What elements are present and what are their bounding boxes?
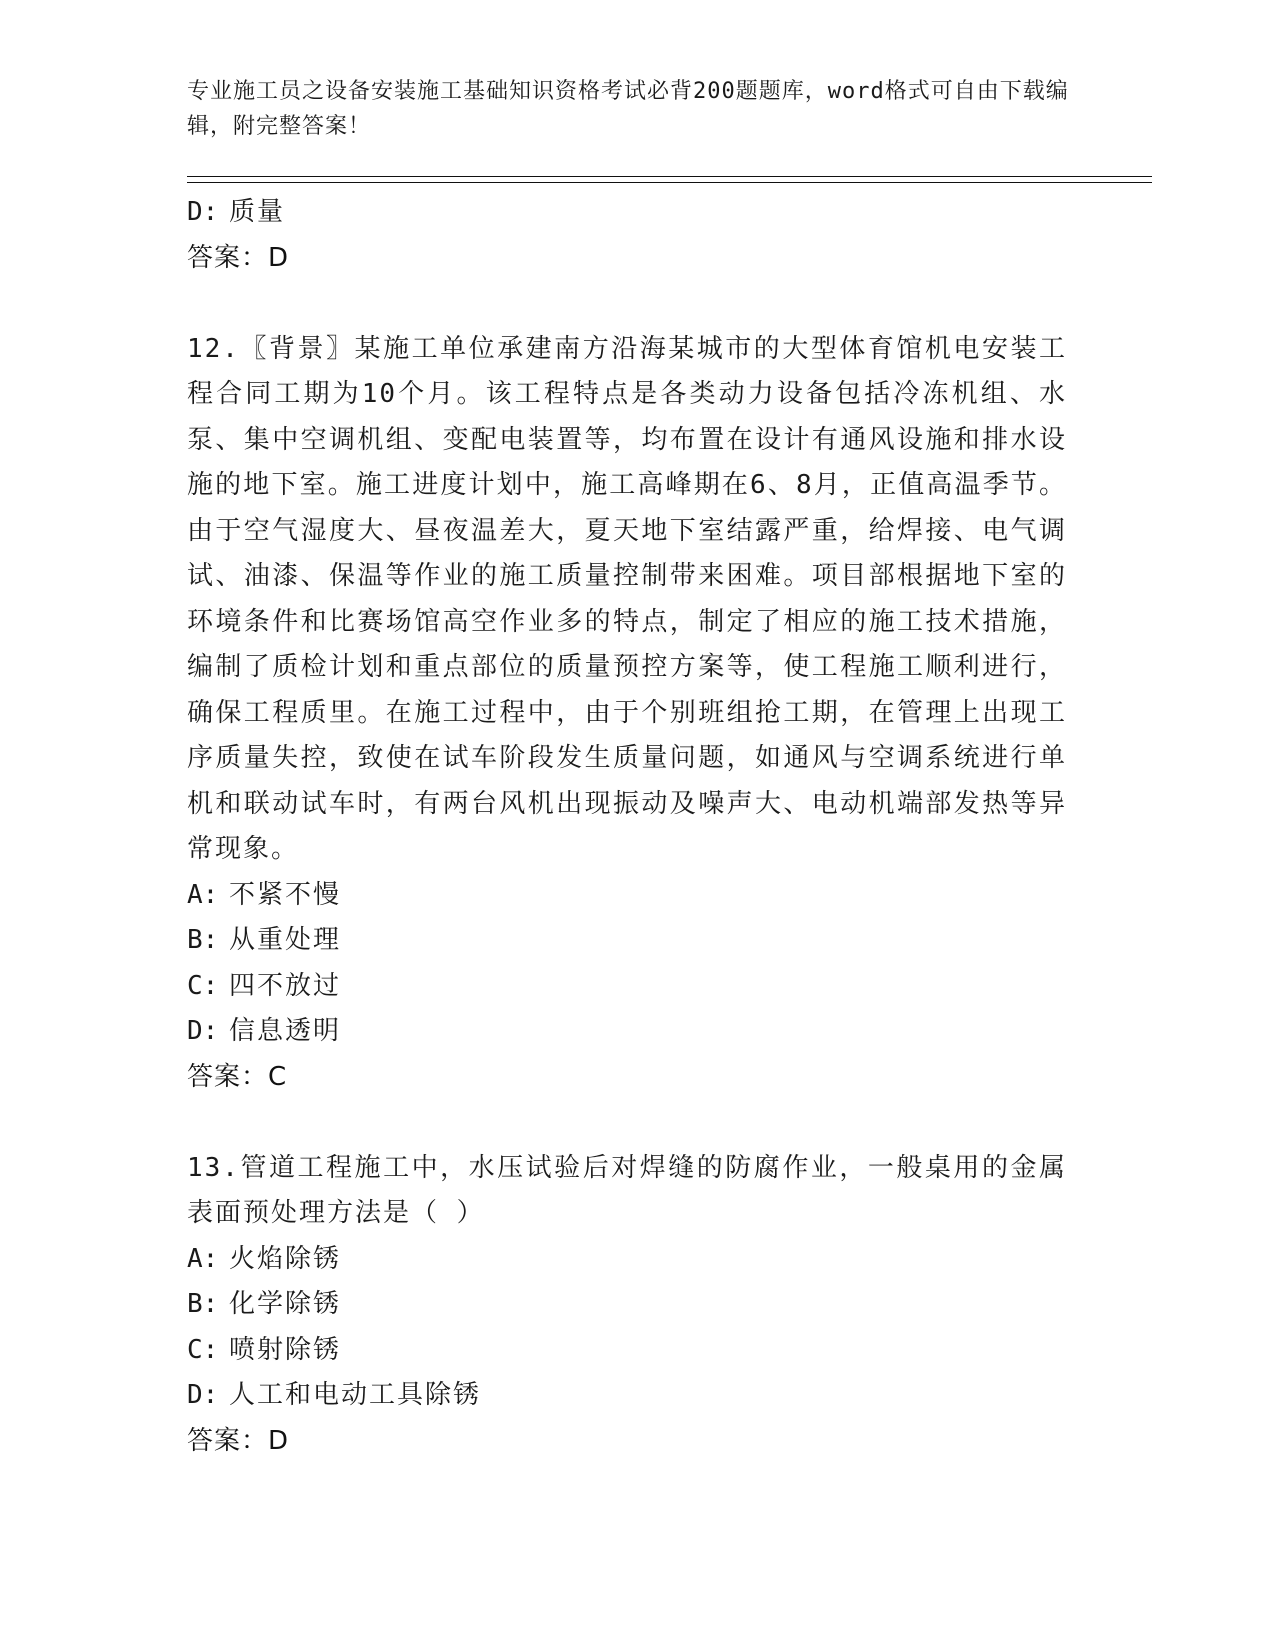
question-12-text: 12.〖背景〗某施工单位承建南方沿海某城市的大型体育馆机电安装工程合同工期为10个月。该工程特点是各类动力设备包括冷冻机组、水泵、集中空调机组、变配电装置等，均布置在设计有通风设施和排水设施的地下室。施工进度计划中，施工高峰期在6、8月，正值高温季节。由于空气湿度大、昼夜温差大，夏天地下室结露严重，给焊接、电气调试、油漆、保温等作业的施工质量控制带来困难。项目部根据地下室的环境条件和比赛场馆高空作业多的特点，制定了相应的施工技术措施，编制了质检计划和重点部位的质量预控方案等，使工程施工顺利进行，确保工程质里。在施工过程中，由于个别班组抢工期，在管理上出现工序质量失控，致使在试车阶段发生质量问题，如通风与空调系统进行单机和联动试车时，有两台风机出现振动及噪声大、电动机端部发热等异常现象。 [187, 333, 1067, 864]
q12-option-d [187, 1009, 1087, 1055]
option-key: C: [187, 1334, 219, 1365]
q13-option-c [187, 1328, 1087, 1374]
option-key: D: [187, 1380, 219, 1410]
option-text: 信息透明 [229, 1016, 342, 1046]
header-divider-top [187, 176, 1152, 177]
q13-answer: 答案：D [187, 1425, 290, 1456]
question-13-text: 13.管道工程施工中，水压试验后对焊缝的防腐作业，一般桌用的金属表面预处理方法是（ ） [187, 1152, 1067, 1228]
option-text: 质量 [229, 197, 286, 227]
option-text: 喷射除锈 [229, 1334, 342, 1365]
option-key: D: [187, 1016, 219, 1046]
option-key: B: [187, 1289, 219, 1319]
q12-option-a [187, 873, 1087, 919]
q12-option-c [187, 964, 1087, 1010]
document-body [187, 190, 1087, 1464]
q13-option-b [187, 1282, 1087, 1328]
header-divider-bottom [187, 182, 1152, 183]
option-text: 不紧不慢 [229, 879, 342, 910]
option-text: 火焰除锈 [229, 1243, 342, 1274]
q13-option-d [187, 1373, 1087, 1419]
q12-option-b [187, 918, 1087, 964]
q13-option-a [187, 1237, 1087, 1283]
document-header: 专业施工员之设备安装施工基础知识资格考试必背200题题库，word格式可自由下载编辑，附完整答案！ [187, 79, 1069, 139]
option-text: 四不放过 [229, 970, 342, 1001]
prev-answer: 答案：D [187, 242, 290, 273]
spacer [187, 281, 1087, 327]
option-text: 从重处理 [229, 925, 342, 955]
option-text: 人工和电动工具除锈 [229, 1380, 482, 1410]
prev-option-d [187, 190, 1087, 236]
option-key: C: [187, 970, 219, 1001]
option-text: 化学除锈 [229, 1289, 342, 1319]
option-key: B: [187, 925, 219, 955]
spacer [187, 1100, 1087, 1146]
option-key: A: [187, 1243, 219, 1274]
option-key: D: [187, 197, 219, 227]
option-key: A: [187, 879, 219, 910]
q12-answer: 答案：C [187, 1061, 288, 1092]
